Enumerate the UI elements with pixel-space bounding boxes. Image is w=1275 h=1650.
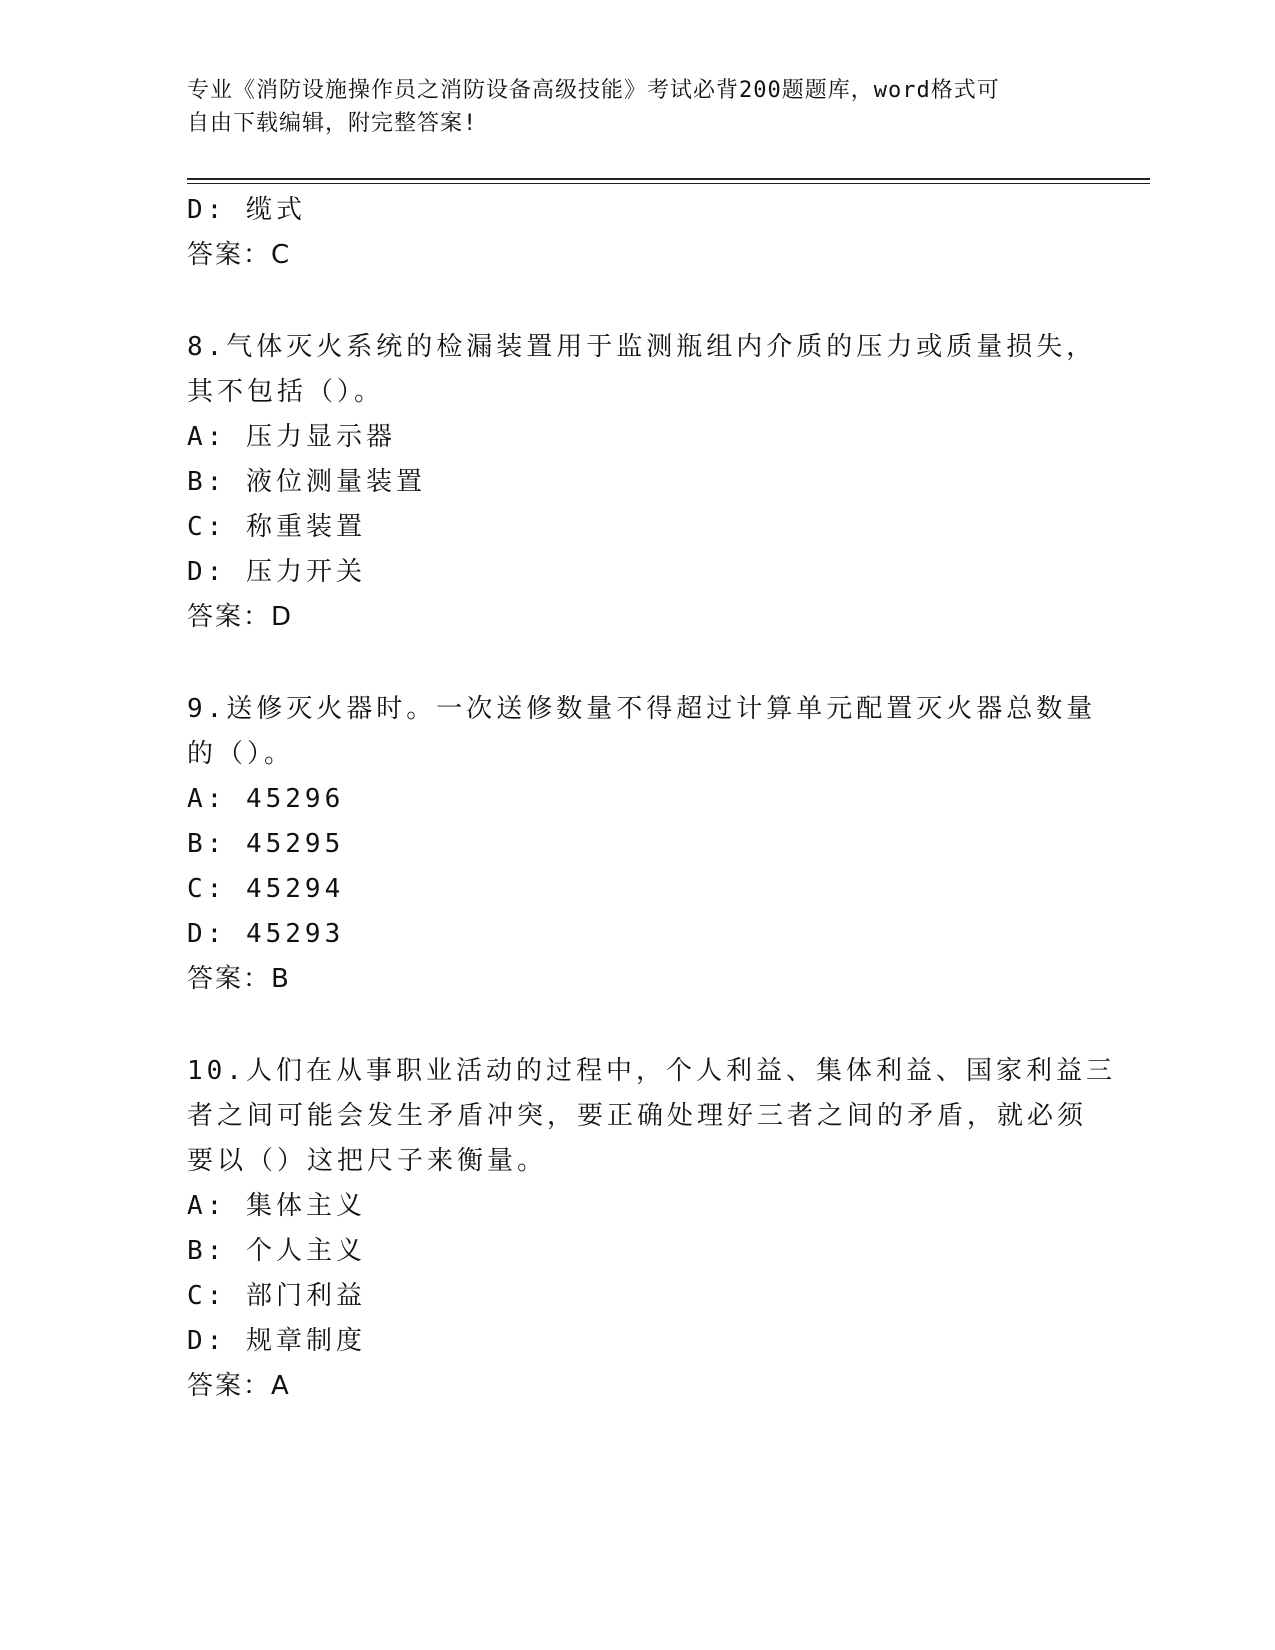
question-stem-line: 要以（）这把尺子来衡量。 (187, 1146, 548, 1176)
answer-line: 答案：C (187, 240, 292, 270)
header-divider-thin (187, 183, 1150, 184)
option-b: B: 液位测量装置 (187, 467, 426, 497)
question-10 (187, 1049, 1116, 1409)
option-a: A: 45296 (187, 784, 345, 814)
question-stem-line: 的（）。 (187, 739, 295, 769)
question-stem-line: 其不包括（）。 (187, 377, 385, 407)
header-divider-thick (187, 178, 1150, 180)
question-stem-line: 10.人们在从事职业活动的过程中，个人利益、集体利益、国家利益三 (187, 1056, 1116, 1086)
question-stem-line: 8.气体灭火系统的检漏装置用于监测瓶组内介质的压力或质量损失， (187, 332, 1097, 362)
option-c: C: 称重装置 (187, 512, 366, 542)
header-line-1: 专业《消防设施操作员之消防设备高级技能》考试必背200题题库，word格式可 (187, 78, 1000, 103)
option-a: A: 集体主义 (187, 1191, 366, 1221)
option-d: D: 45293 (187, 919, 345, 949)
document-header (187, 74, 1067, 140)
option-b: B: 45295 (187, 829, 345, 859)
answer-line: 答案：B (187, 964, 291, 994)
header-line-2: 自由下载编辑，附完整答案! (187, 111, 478, 136)
answer-line: 答案：D (187, 602, 294, 632)
option-c: C: 部门利益 (187, 1281, 366, 1311)
question-stem-line: 9.送修灭火器时。一次送修数量不得超过计算单元配置灭火器总数量 (187, 694, 1097, 724)
option-d: D: 缆式 (187, 195, 306, 225)
question-8 (187, 325, 1097, 640)
question-9 (187, 687, 1097, 1002)
option-a: A: 压力显示器 (187, 422, 396, 452)
option-d: D: 压力开关 (187, 557, 366, 587)
question-list (187, 188, 1116, 1409)
option-b: B: 个人主义 (187, 1236, 366, 1266)
question-stem-line: 者之间可能会发生矛盾冲突，要正确处理好三者之间的矛盾，就必须 (187, 1101, 1088, 1131)
answer-line: 答案：A (187, 1371, 291, 1401)
option-d: D: 规章制度 (187, 1326, 366, 1356)
option-c: C: 45294 (187, 874, 345, 904)
